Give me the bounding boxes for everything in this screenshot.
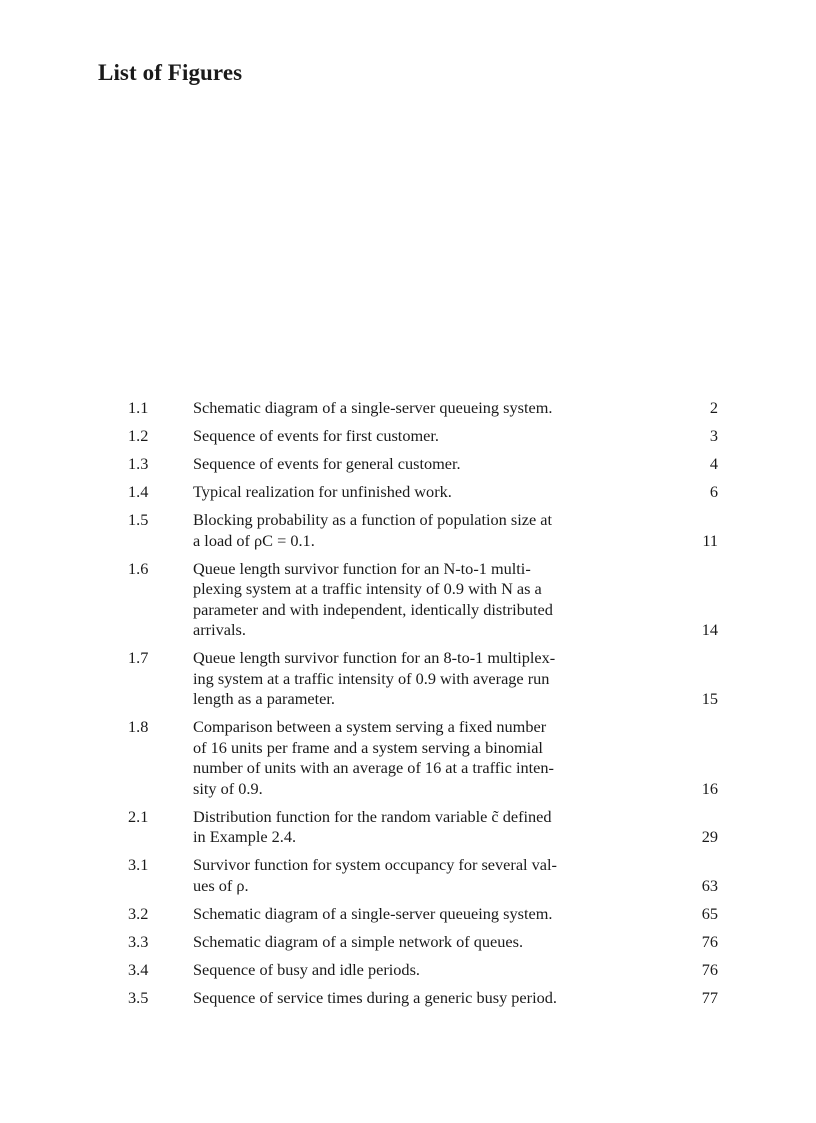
figure-title-line: Queue length survivor function for an 8-to-1 multiplex- [193,648,556,667]
figure-title [193,717,633,799]
figure-page-number: 65 [701,903,718,923]
figure-title-line: a load of ρC = 0.1. [193,530,315,550]
figure-title-line: Typical realization for unfinished work. [193,482,452,501]
figure-title-line: Distribution function for the random variable c̃ defined [193,806,552,826]
figure-title-line: arrivals. [193,620,246,639]
figure-title-line: of 16 units per frame and a system serving a binomial [193,737,543,757]
figure-title-line: Sequence of events for first customer. [193,426,439,445]
figure-entry[interactable] [0,807,816,848]
figure-title-line: Comparison between a system serving a fixed number [193,717,547,736]
figure-number: 1.1 [128,398,149,417]
figure-page-number: 63 [701,875,718,895]
figure-page-number: 29 [701,827,718,846]
figure-entry[interactable] [0,482,816,503]
figure-title-line: Survivor function for system occupancy for several val- [193,855,557,874]
figure-title-line: Schematic diagram of a simple network of queues. [193,931,524,951]
figure-title-line: Sequence of service times during a generic busy period. [193,987,557,1007]
figure-title-line: sity of 0.9. [193,778,263,798]
figure-title [193,988,633,1009]
figure-entry[interactable] [0,988,816,1009]
figure-title-line: Schematic diagram of a single-server queueing system. [193,398,553,417]
figure-number: 3.1 [128,855,149,874]
figure-title-line: in Example 2.4. [193,827,297,846]
figure-page-number: 4 [709,454,718,473]
figure-number: 3.2 [128,903,149,923]
figure-page-number: 6 [709,482,718,501]
figure-entry[interactable] [0,960,816,981]
figure-title-line: Sequence of busy and idle periods. [193,959,420,979]
figure-title-line: Sequence of events for general customer. [193,454,461,473]
figure-title [193,807,633,848]
figure-title-line: number of units with an average of 16 at a traffic inten- [193,758,554,777]
figure-entry[interactable] [0,559,816,641]
figure-title-line: ues of ρ. [193,875,249,895]
figure-title [193,960,633,981]
figure-entry[interactable] [0,904,816,925]
figure-page-number: 76 [701,959,718,979]
figure-title [193,932,633,953]
figure-number: 1.6 [128,558,149,578]
figure-number: 2.1 [128,806,149,826]
figure-page-number: 15 [701,689,718,708]
figure-title-line: Schematic diagram of a single-server queueing system. [193,903,553,923]
figure-page-number: 77 [701,987,718,1007]
figure-title-line: parameter and with independent, identically distributed [193,599,553,619]
figure-number: 1.5 [128,510,149,529]
figure-page-number: 2 [709,398,718,417]
figure-title [193,648,633,710]
figure-entry[interactable] [0,932,816,953]
figure-title-line: Blocking probability as a function of population size at [193,510,553,529]
figure-entry[interactable] [0,398,816,419]
figure-entry[interactable] [0,426,816,447]
figure-entry[interactable] [0,510,816,551]
figure-page-number: 11 [702,530,718,550]
figure-title-line: length as a parameter. [193,689,335,708]
figure-title [193,904,633,925]
figure-page-number: 16 [701,778,718,798]
figure-title-line: plexing system at a traffic intensity of 0.9 with N as a [193,579,542,598]
figure-page-number: 3 [709,426,718,445]
figure-title [193,510,633,551]
figure-page-number: 14 [701,620,718,639]
figure-title [193,559,633,641]
figure-number: 3.3 [128,931,149,951]
figure-title [193,454,633,475]
figure-list [0,398,816,1016]
figure-entry[interactable] [0,454,816,475]
figure-number: 3.5 [128,987,149,1007]
figure-title [193,855,633,896]
figure-number: 1.2 [128,426,149,445]
figure-number: 1.8 [128,717,149,736]
figure-entry[interactable] [0,855,816,896]
figure-page-number: 76 [701,931,718,951]
figure-title [193,398,633,419]
figure-number: 3.4 [128,959,149,979]
figure-entry[interactable] [0,648,816,710]
figure-entry[interactable] [0,717,816,799]
figure-title [193,482,633,503]
page-title: List of Figures [98,60,243,85]
figure-title-line: Queue length survivor function for an N-to-1 multi- [193,558,531,578]
figure-title-line: ing system at a traffic intensity of 0.9 with average run [193,668,550,688]
figure-number: 1.7 [128,648,149,667]
figure-number: 1.3 [128,454,149,473]
figure-title [193,426,633,447]
figure-number: 1.4 [128,482,149,501]
